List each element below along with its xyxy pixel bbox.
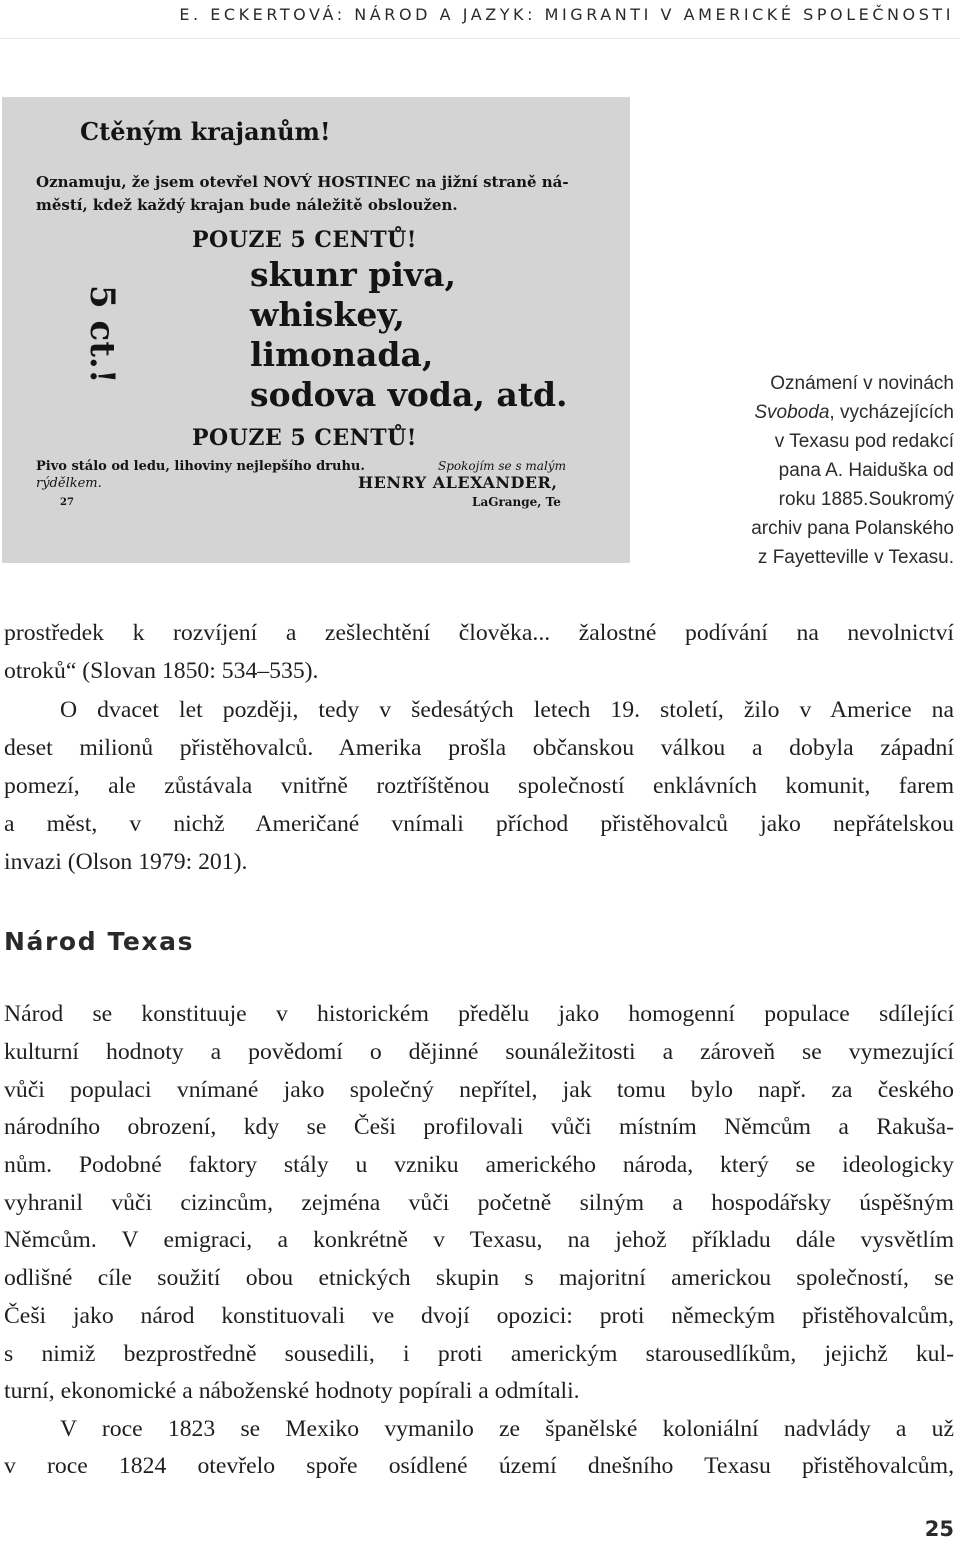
body-text-line: deset milionů přistěhovalců. Amerika prošla občanskou válkou a dobyla západní [4, 735, 954, 761]
clipping-side-price: 5 ct.! [82, 285, 122, 384]
body-text-line: O dvacet let později, tedy v šedesátých letech 19. století, žilo v Americe na [60, 697, 954, 723]
running-head [0, 0, 960, 38]
body-text-line: a měst, v nichž Američané vnímali příchod přistěhovalců jako nepřátelskou [4, 811, 954, 837]
clipping-item: sodova voda, atd. [250, 375, 568, 414]
clipping-footer-line: rýdělkem. [36, 476, 102, 491]
body-text-line: vyhranil vůči cizincům, zejména vůči početně silným a hospodářsky úspěšným [4, 1190, 954, 1216]
clipping-item: limonada, [250, 335, 434, 374]
body-text-line: s nimiž bezprostředně sousedili, i proti americkým starousedlíkům, jejichž kul- [4, 1341, 954, 1367]
clipping-footer [36, 458, 365, 492]
body-text-line: v roce 1824 otevřelo spoře osídlené území dnešního Texasu přistěhovalcům, [4, 1453, 954, 1479]
body-text-line: otroků“ (Slovan 1850: 534–535). [4, 658, 319, 684]
clipping-item: skunr piva, [250, 255, 456, 294]
body-text-line: invazi (Olson 1979: 201). [4, 849, 248, 875]
clipping-headline: Ctěným krajanům! [80, 117, 331, 146]
body-text-line: odlišné cíle soužití obou etnických skupin s majoritní americkou společností, se [4, 1265, 954, 1291]
clipping-intro-line: městí, kdež každý krajan bude náležitě obsloužen. [36, 196, 458, 214]
clipping-signature: HENRY ALEXANDER, [358, 473, 558, 492]
body-text-line: prostředek k rozvíjení a zešlechtění člověka... žalostné podívání na nevolnictví [4, 620, 954, 646]
caption-line: Svoboda, vycházejících [754, 402, 954, 423]
clipping-signature-note: Spokojím se s malým [438, 459, 566, 473]
body-text-line: Národ se konstituuje v historickém předělu jako homogenní populace sdílející [4, 1001, 954, 1027]
clipping-footer-line: Pivo stálo od ledu, lihoviny nejlepšího druhu. [36, 459, 365, 474]
caption-line: roku 1885.Soukromý [778, 489, 954, 510]
body-text-line: vůči populaci vnímané jako společný nepřítel, jak tomu bylo např. za českého [4, 1077, 954, 1103]
newspaper-clipping-figure [2, 97, 630, 563]
clipping-number: 27 [60, 497, 74, 508]
figure-caption [654, 369, 954, 572]
body-text-line: národního obrození, kdy se Češi profilovali vůči místním Němcům a Rakuša- [4, 1114, 954, 1140]
caption-line: z Fayetteville v Texasu. [757, 547, 954, 568]
caption-line: v Texasu pod redakcí [774, 431, 954, 452]
caption-line: Oznámení v novinách [770, 373, 954, 394]
page-number: 25 [924, 1517, 954, 1541]
clipping-price-banner: POUZE 5 CENTŮ! [192, 227, 417, 253]
header-divider [0, 38, 960, 39]
clipping-price-banner-bottom: POUZE 5 CENTŮ! [192, 425, 417, 451]
body-text-line: pomezí, ale zůstávala vnitřně roztříštěnou společností enklávních komunit, farem [4, 773, 954, 799]
body-text-line: kulturní hodnoty a povědomí o dějinné sounáležitosti a zároveň se vymezující [4, 1039, 954, 1065]
body-text-line: Češi jako národ konstituovali ve dvojí opozici: proti německým přistěhovalcům, [4, 1303, 954, 1329]
clipping-intro-line: Oznamuju, že jsem otevřel NOVÝ HOSTINEC na jižní straně ná- [36, 173, 569, 191]
caption-newspaper-title: Svoboda [754, 402, 830, 423]
running-head-text: E. ECKERTOVÁ: NÁROD A JAZYK: MIGRANTI V AMERICKÉ SPOLEČNOSTI [179, 5, 954, 24]
clipping-intro [36, 171, 569, 217]
body-text-line: Němcům. V emigraci, a konkrétně v Texasu, na jehož příkladu dále vysvětlím [4, 1227, 954, 1253]
clipping-place: LaGrange, Te [472, 495, 561, 509]
body-text-line: turní, ekonomické a náboženské hodnoty popírali a odmítali. [4, 1378, 580, 1404]
section-title: Národ Texas [4, 927, 195, 956]
body-text-line: V roce 1823 se Mexiko vymanilo ze španělské koloniální nadvlády a už [60, 1416, 954, 1442]
caption-line: archiv pana Polanského [751, 518, 954, 539]
body-text-line: nům. Podobné faktory stály u vzniku amerického národa, který se ideologicky [4, 1152, 954, 1178]
clipping-item: whiskey, [250, 295, 405, 334]
caption-line: pana A. Haiduška od [778, 460, 954, 481]
